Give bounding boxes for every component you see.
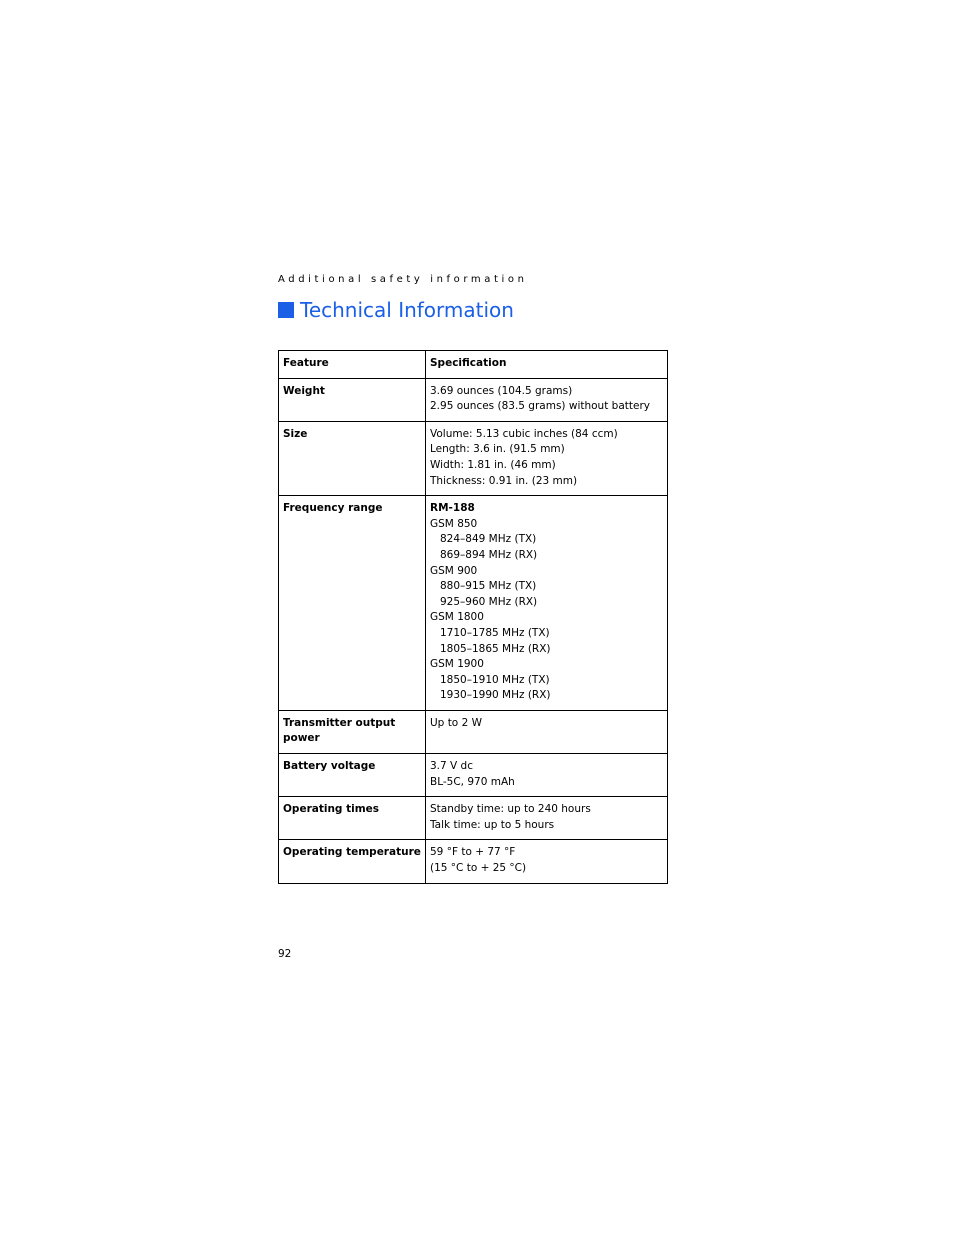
band-rx: 925–960 MHz (RX) (440, 595, 538, 608)
header-feature: Feature (279, 351, 426, 379)
band-tx: 880–915 MHz (TX) (440, 580, 537, 593)
section-title (278, 297, 514, 323)
spec-line: Volume: 5.13 cubic inches (84 ccm) (430, 427, 618, 440)
spec-cell (426, 754, 668, 797)
spec-line: Up to 2 W (430, 716, 482, 729)
band-name: GSM 1800 (430, 611, 484, 624)
spec-line: Standby time: up to 240 hours (430, 803, 591, 816)
band-name: GSM 1900 (430, 658, 484, 671)
spec-line: Talk time: up to 5 hours (430, 818, 555, 831)
spec-table (278, 350, 668, 884)
band-tx: 824–849 MHz (TX) (440, 533, 537, 546)
spec-line: 2.95 ounces (83.5 grams) without battery (430, 400, 650, 413)
band-rx: 1930–1990 MHz (RX) (440, 689, 551, 702)
table-row (279, 797, 668, 840)
band-tx: 1850–1910 MHz (TX) (440, 673, 550, 686)
spec-cell (426, 797, 668, 840)
spec-line: 3.7 V dc (430, 760, 473, 773)
band-name: GSM 850 (430, 517, 478, 530)
spec-line: Length: 3.6 in. (91.5 mm) (430, 443, 565, 456)
band-rx: 1805–1865 MHz (RX) (440, 642, 551, 655)
feature-cell: Frequency range (279, 496, 426, 711)
band-tx: 1710–1785 MHz (TX) (440, 626, 550, 639)
feature-cell: Weight (279, 378, 426, 421)
spec-line: Width: 1.81 in. (46 mm) (430, 458, 556, 471)
feature-cell: Operating temperature (279, 840, 426, 883)
header-specification: Specification (426, 351, 668, 379)
table-row (279, 421, 668, 495)
spec-cell (426, 496, 668, 711)
spec-line: BL-5C, 970 mAh (430, 775, 515, 788)
section-title-text: Technical Information (300, 298, 514, 322)
square-bullet-icon (278, 302, 294, 318)
model-number: RM-188 (430, 502, 475, 515)
spec-line: (15 °C to + 25 °C) (430, 862, 527, 875)
feature-cell: Transmitter output power (279, 710, 426, 753)
table-row (279, 378, 668, 421)
feature-cell: Operating times (279, 797, 426, 840)
table-row (279, 840, 668, 883)
band-name: GSM 900 (430, 564, 478, 577)
spec-cell (426, 840, 668, 883)
band-rx: 869–894 MHz (RX) (440, 548, 538, 561)
spec-cell (426, 421, 668, 495)
running-head: Additional safety information (278, 274, 528, 285)
feature-cell: Size (279, 421, 426, 495)
spec-cell (426, 710, 668, 753)
spec-cell (426, 378, 668, 421)
spec-line: Thickness: 0.91 in. (23 mm) (430, 474, 578, 487)
table-row (279, 496, 668, 711)
page-number: 92 (278, 948, 292, 960)
feature-cell: Battery voltage (279, 754, 426, 797)
table-header-row (279, 351, 668, 379)
table-row (279, 754, 668, 797)
spec-line: 3.69 ounces (104.5 grams) (430, 384, 573, 397)
spec-line: 59 °F to + 77 °F (430, 846, 516, 859)
table-row (279, 710, 668, 753)
